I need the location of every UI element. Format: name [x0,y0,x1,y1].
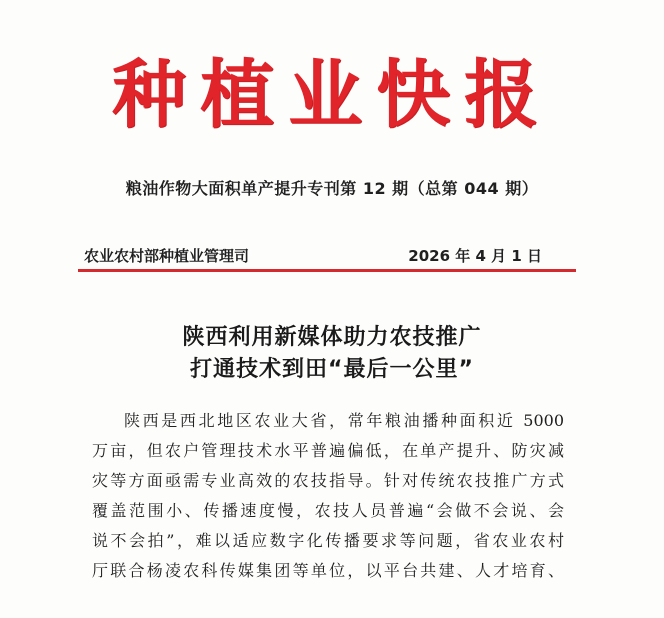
headline-line-1: 陕西利用新媒体助力农技推广 [182,325,482,350]
publisher: 农业农村部种植业管理司 [84,247,250,265]
issue-line: 粮油作物大面积单产提升专刊第 12 期（总第 044 期） [125,179,539,198]
body-line: 说不会拍”，难以适应数字化传播要求等问题，省农业农村 [92,531,564,550]
body-line: 覆盖范围小、传播速度慢，农技人员普遍“会做不会说、会 [92,501,564,520]
issue-date: 2026 年 4 月 1 日 [408,247,542,265]
body-line: 灾等方面亟需专业高效的农技指导。针对传统农技推广方式 [92,471,564,490]
body-line: 陕西是西北地区农业大省，常年粮油播种面积近 5000 [124,411,564,430]
red-divider [78,269,576,272]
meta-row [84,245,576,267]
masthead-title: 种植业快报 [112,52,552,138]
article-body [92,406,564,586]
body-line: 厅联合杨凌农科传媒集团等单位，以平台共建、人才培育、 [92,561,564,580]
headline-line-2: 打通技术到田“最后一公里” [190,357,474,382]
body-line: 万亩，但农户管理技术水平普遍偏低，在单产提升、防灾减 [92,441,564,460]
